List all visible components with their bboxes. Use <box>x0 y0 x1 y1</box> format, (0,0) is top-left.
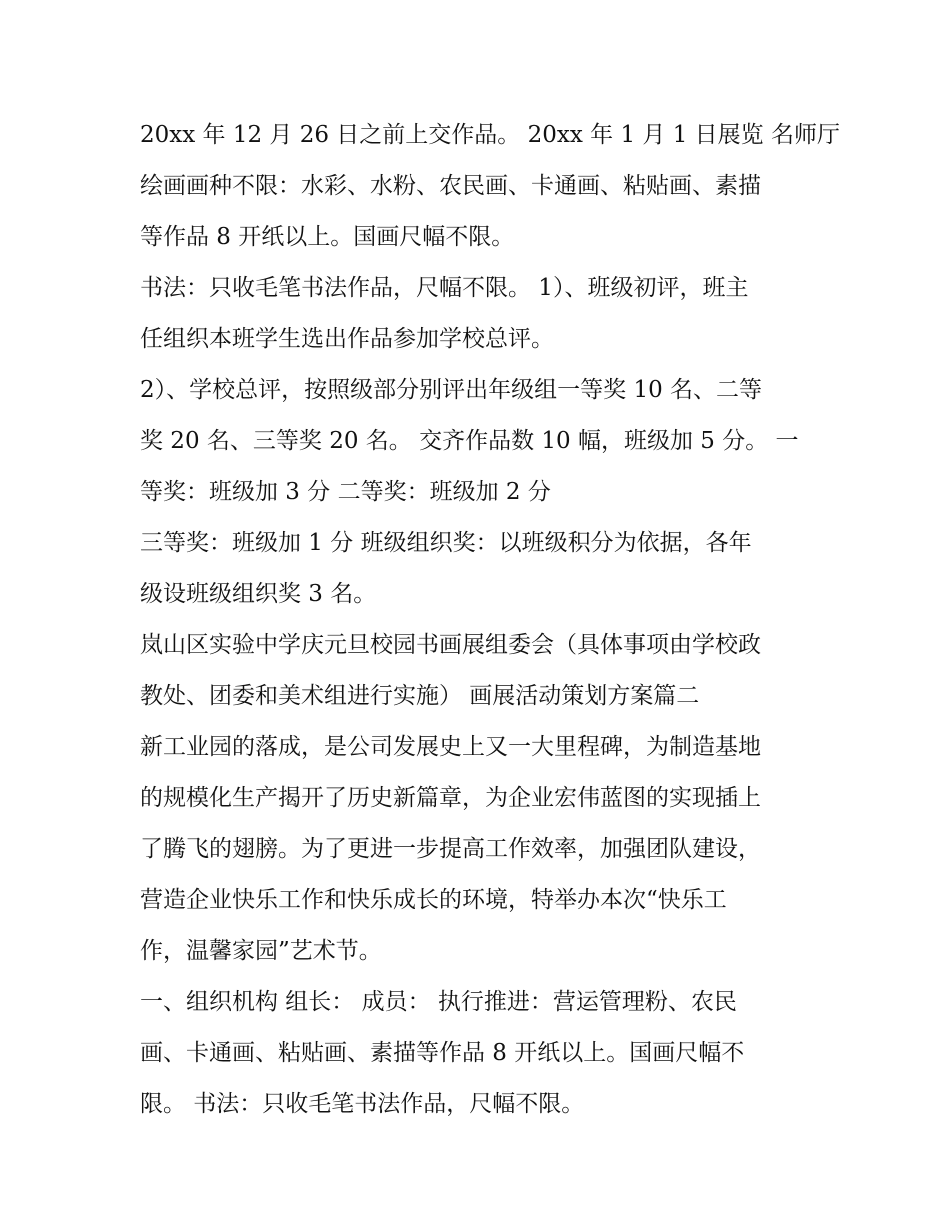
text-line-4: 书法：只收毛笔书法作品，尺幅不限。 1）、班级初评，班主 <box>140 275 749 301</box>
text-line-2: 绘画画种不限：水彩、水粉、农民画、卡通画、粘贴画、素描 <box>140 173 761 199</box>
text-line-16: 营造企业快乐工作和快乐成长的环境，特举办本次“快乐工 <box>140 887 727 913</box>
text-line-12: 教处、团委和美术组进行实施） 画展活动策划方案篇二 <box>140 683 700 709</box>
text-line-6: 2）、学校总评，按照级部分别评出年级组一等奖 10 名、二等 <box>140 377 763 403</box>
text-line-1: 20xx 年 12 月 26 日之前上交作品。 20xx 年 1 月 1 日展览 名师厅 <box>140 122 840 148</box>
text-line-9: 三等奖：班级加 1 分 班级组织奖：以班级积分为依据，各年 <box>140 530 752 556</box>
text-line-19: 画、卡通画、粘贴画、素描等作品 8 开纸以上。国画尺幅不 <box>140 1040 745 1066</box>
text-line-11: 岚山区实验中学庆元旦校园书画展组委会（具体事项由学校政 <box>140 632 761 658</box>
text-line-20: 限。 书法：只收毛笔书法作品，尺幅不限。 <box>140 1091 585 1117</box>
text-line-13: 新工业园的落成，是公司发展史上又一大里程碑，为制造基地 <box>140 734 761 760</box>
text-line-18: 一、组织机构 组长： 成员： 执行推进：营运管理粉、农民 <box>140 989 737 1015</box>
text-line-3: 等作品 8 开纸以上。国画尺幅不限。 <box>140 224 515 250</box>
document-body <box>140 110 840 1130</box>
text-line-10: 级设班级组织奖 3 名。 <box>140 581 377 607</box>
text-line-7: 奖 20 名、三等奖 20 名。 交齐作品数 10 幅，班级加 5 分。 一 <box>140 428 799 454</box>
text-line-14: 的规模化生产揭开了历史新篇章，为企业宏伟蓝图的实现插上 <box>140 785 761 811</box>
text-line-8: 等奖：班级加 3 分 二等奖：班级加 2 分 <box>140 479 551 505</box>
text-line-5: 任组织本班学生选出作品参加学校总评。 <box>140 326 554 352</box>
text-line-17: 作，温馨家园”艺术节。 <box>140 938 382 964</box>
text-line-15: 了腾飞的翅膀。为了更进一步提高工作效率，加强团队建设， <box>140 836 761 862</box>
